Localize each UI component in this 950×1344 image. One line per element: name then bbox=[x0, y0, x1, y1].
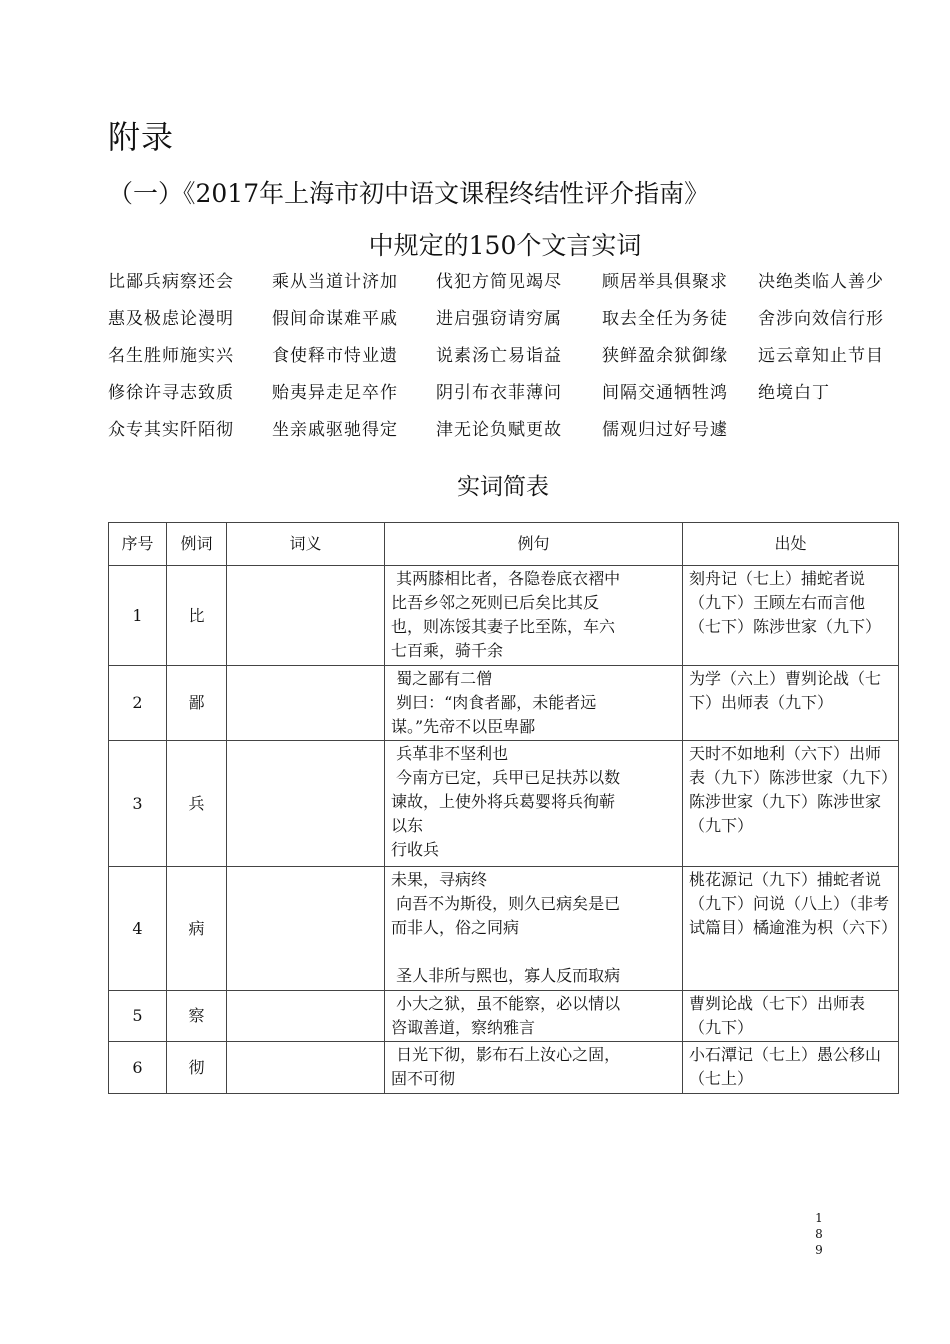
row-word: 鄙 bbox=[167, 666, 227, 741]
table-row bbox=[109, 867, 899, 991]
row-word: 兵 bbox=[167, 741, 227, 867]
example-sentence: 而非人，俗之同病 bbox=[391, 918, 520, 937]
word-group: 阴引布衣菲薄问 bbox=[436, 383, 562, 403]
example-sentence: 比吾乡邻之死则已后矣比其反 bbox=[391, 593, 600, 612]
row-meaning bbox=[227, 991, 385, 1042]
row-examples bbox=[385, 1042, 683, 1094]
row-examples bbox=[385, 867, 683, 991]
example-sentence: 刿曰：“肉食者鄙，未能者远 bbox=[391, 693, 597, 712]
row-examples bbox=[385, 741, 683, 867]
row-sources: 天时不如地利（六下）出师表（九下）陈涉世家（九下）陈涉世家（九下）陈涉世家（九下） bbox=[683, 741, 899, 867]
row-number: 5 bbox=[109, 991, 167, 1042]
example-sentence bbox=[391, 940, 676, 964]
row-sources: 为学（六上）曹刿论战（七下）出师表（九下） bbox=[683, 666, 899, 741]
example-sentence: 谋。”先帝不以臣卑鄙 bbox=[391, 717, 536, 736]
word-list-row bbox=[108, 412, 908, 449]
word-list-row bbox=[108, 375, 908, 412]
word-group: 顾居举具俱聚求 bbox=[602, 272, 728, 292]
word-group: 名生胜师施实兴 bbox=[108, 346, 234, 366]
section-subtitle-continued: 中规定的150个文言实词 bbox=[368, 231, 642, 260]
example-sentence: 日光下彻，影布石上汝心之固， bbox=[391, 1045, 621, 1064]
word-group: 乘从当道计济加 bbox=[272, 272, 398, 292]
row-number: 1 bbox=[109, 566, 167, 666]
word-group: 绝境白丁 bbox=[758, 383, 830, 403]
header-number: 序号 bbox=[109, 523, 167, 566]
page-title: 附录 bbox=[108, 118, 175, 156]
word-group: 假间命谋难平戚 bbox=[272, 309, 398, 329]
word-group: 儒观归过好号遽 bbox=[602, 420, 728, 440]
word-group: 坐亲戚驱驰得定 bbox=[272, 420, 398, 440]
word-list-row bbox=[108, 338, 908, 375]
table-header-row bbox=[109, 523, 899, 566]
row-sources: 小石潭记（七上）愚公移山（七上） bbox=[683, 1042, 899, 1094]
example-sentence: 谏故，上使外将兵葛婴将兵徇蕲 bbox=[391, 792, 616, 811]
word-group: 众专其实阡陌彻 bbox=[108, 420, 234, 440]
header-example: 例句 bbox=[385, 523, 683, 566]
row-number: 4 bbox=[109, 867, 167, 991]
row-meaning bbox=[227, 741, 385, 867]
page-number-digit: 8 bbox=[815, 1227, 823, 1241]
vocabulary-table bbox=[108, 522, 899, 1094]
page-number bbox=[814, 1210, 824, 1258]
word-group: 决绝类临人善少 bbox=[758, 272, 884, 292]
word-group: 津无论负赋更故 bbox=[436, 420, 562, 440]
word-group: 修徐许寻志致质 bbox=[108, 383, 234, 403]
example-sentence: 七百乘，骑千余 bbox=[391, 641, 504, 660]
row-examples bbox=[385, 566, 683, 666]
word-group: 狭鲜盈余狱御缘 bbox=[602, 346, 728, 366]
word-group: 惠及极虑论漫明 bbox=[108, 309, 234, 329]
word-group: 进启强窃请穷属 bbox=[436, 309, 562, 329]
row-sources: 刻舟记（七上）捕蛇者说（九下）王顾左右而言他（七下）陈涉世家（九下） bbox=[683, 566, 899, 666]
header-meaning: 词义 bbox=[227, 523, 385, 566]
row-examples bbox=[385, 991, 683, 1042]
word-group: 比鄙兵病察还会 bbox=[108, 272, 234, 292]
example-sentence: 固不可彻 bbox=[391, 1069, 456, 1088]
example-sentence: 行收兵 bbox=[391, 840, 440, 859]
word-group: 舍涉向效信行形 bbox=[758, 309, 884, 329]
word-group: 取去全任为务徒 bbox=[602, 309, 728, 329]
section-subtitle: （一）《2017年上海市初中语文课程终结性评介指南》 bbox=[108, 179, 710, 208]
table-row bbox=[109, 1042, 899, 1094]
header-source: 出处 bbox=[683, 523, 899, 566]
row-word: 彻 bbox=[167, 1042, 227, 1094]
example-sentence: 也，则冻馁其妻子比至陈，车六 bbox=[391, 617, 616, 636]
example-sentence: 向吾不为斯役，则久已病矣是已 bbox=[391, 894, 621, 913]
row-sources: 桃花源记（九下）捕蛇者说（九下）问说（八上）（非考试篇目）橘逾淮为枳（六下） bbox=[683, 867, 899, 991]
example-sentence: 其两膝相比者，各隐卷底衣褶中 bbox=[391, 569, 621, 588]
row-sources: 曹刿论战（七下）出师表（九下） bbox=[683, 991, 899, 1042]
table-row bbox=[109, 566, 899, 666]
word-group: 远云章知止节目 bbox=[758, 346, 884, 366]
example-sentence: 圣人非所与熙也，寡人反而取病 bbox=[391, 966, 621, 985]
row-examples bbox=[385, 666, 683, 741]
header-word: 例词 bbox=[167, 523, 227, 566]
word-group bbox=[758, 412, 908, 449]
word-list-row bbox=[108, 264, 908, 301]
word-group: 说素汤亡易诣益 bbox=[436, 346, 562, 366]
word-group: 间隔交通牺牲鸿 bbox=[602, 383, 728, 403]
table-title: 实词简表 bbox=[457, 474, 549, 500]
word-list-row bbox=[108, 301, 908, 338]
word-group: 贻夷异走足卒作 bbox=[272, 383, 398, 403]
row-number: 3 bbox=[109, 741, 167, 867]
example-sentence: 以东 bbox=[391, 816, 424, 835]
table-row bbox=[109, 741, 899, 867]
row-meaning bbox=[227, 867, 385, 991]
row-word: 比 bbox=[167, 566, 227, 666]
word-group: 食使释市恃业遗 bbox=[272, 346, 398, 366]
example-sentence: 未果，寻病终 bbox=[391, 870, 488, 889]
word-group: 伐犯方简见竭尽 bbox=[436, 272, 562, 292]
table-row bbox=[109, 991, 899, 1042]
example-sentence: 咨诹善道，察纳雅言 bbox=[391, 1018, 536, 1037]
page-number-digit: 9 bbox=[815, 1243, 823, 1257]
word-list bbox=[108, 264, 908, 449]
row-number: 6 bbox=[109, 1042, 167, 1094]
table-row bbox=[109, 666, 899, 741]
row-meaning bbox=[227, 1042, 385, 1094]
row-meaning bbox=[227, 666, 385, 741]
row-number: 2 bbox=[109, 666, 167, 741]
row-meaning bbox=[227, 566, 385, 666]
example-sentence: 兵革非不坚利也 bbox=[391, 744, 509, 763]
example-sentence: 小大之狱，虽不能察，必以情以 bbox=[391, 994, 621, 1013]
row-word: 察 bbox=[167, 991, 227, 1042]
example-sentence: 今南方已定，兵甲已足扶苏以数 bbox=[391, 768, 621, 787]
example-sentence: 蜀之鄙有二僧 bbox=[391, 669, 493, 688]
page-number-digit: 1 bbox=[815, 1211, 823, 1225]
row-word: 病 bbox=[167, 867, 227, 991]
